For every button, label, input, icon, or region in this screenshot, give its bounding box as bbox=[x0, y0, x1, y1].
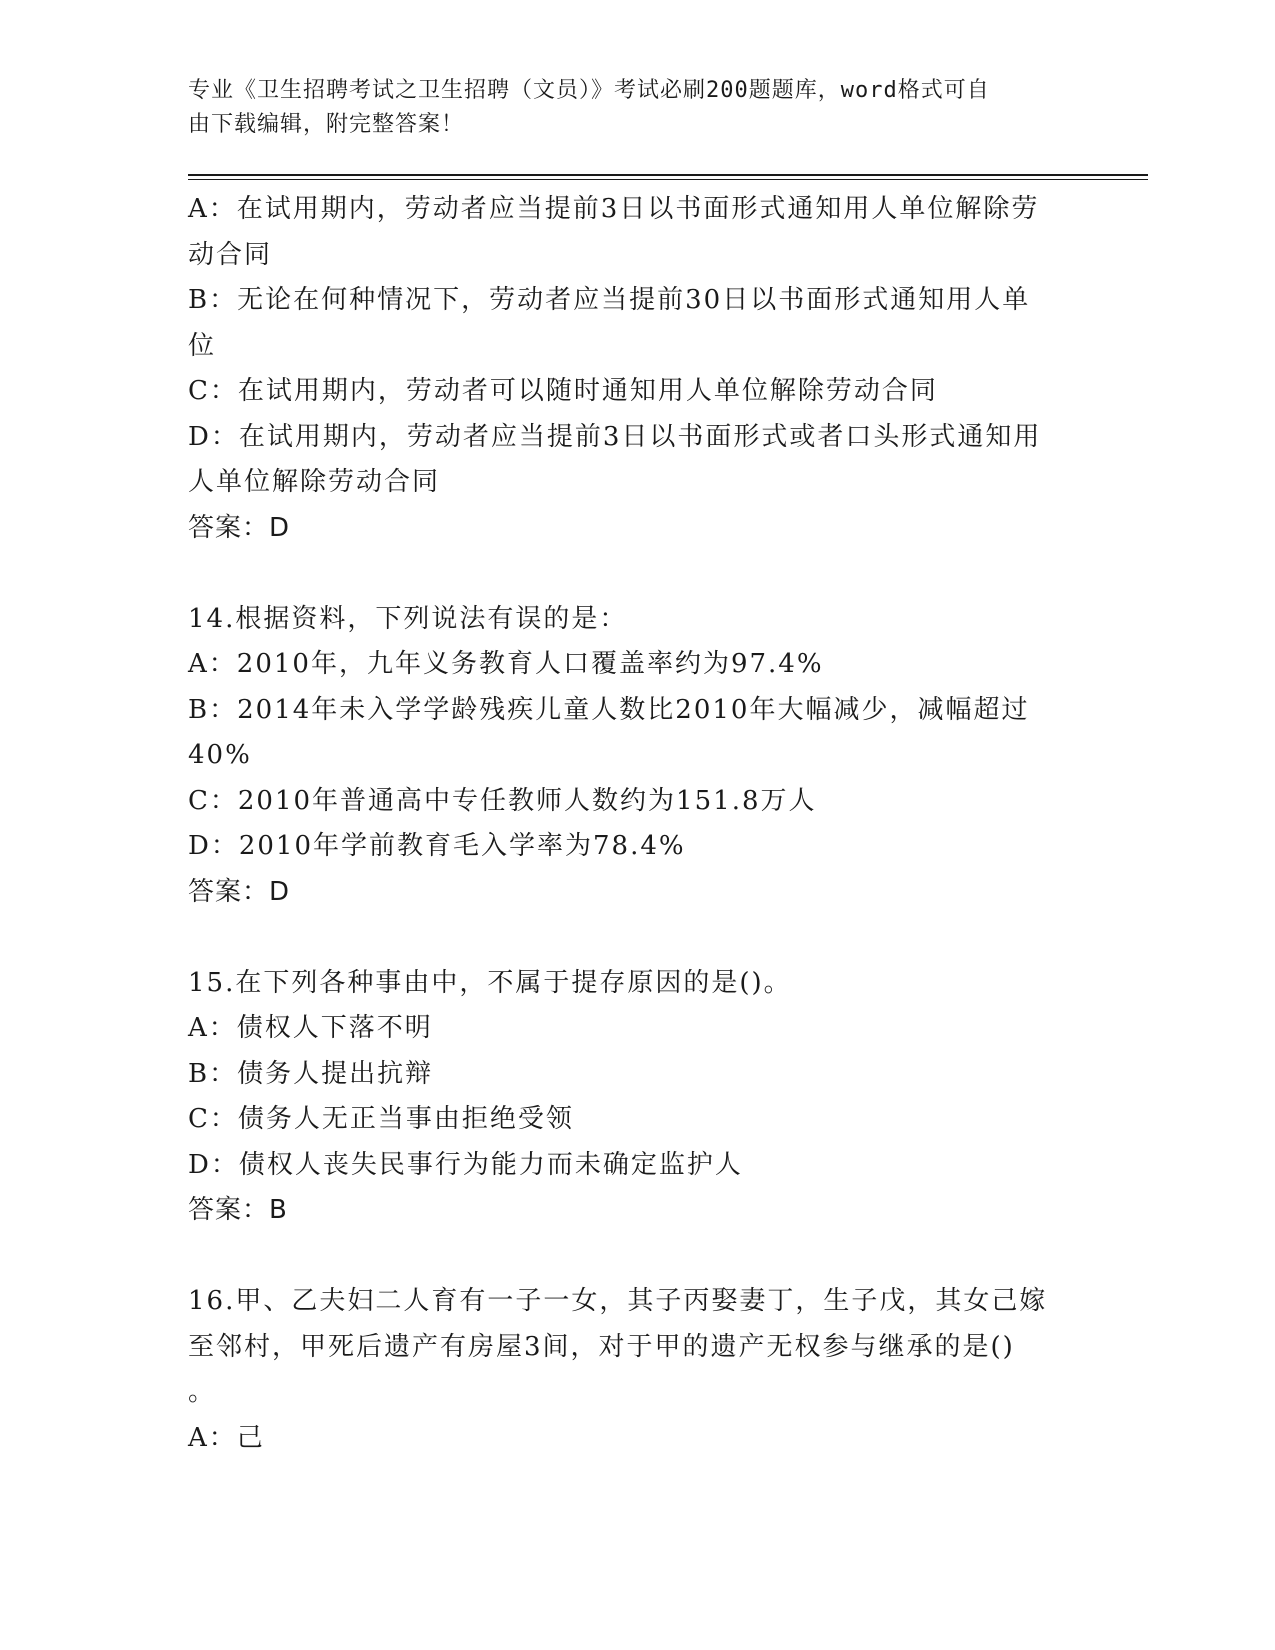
question-16 bbox=[188, 1279, 1068, 1461]
option-a: A：己 bbox=[188, 1422, 265, 1453]
option-d: D：2010年学前教育毛入学率为78.4% bbox=[188, 831, 686, 861]
spacer bbox=[188, 551, 1068, 597]
spacer bbox=[188, 1234, 1068, 1280]
header-rule-thin bbox=[188, 179, 1148, 180]
header-line-2: 由下载编辑，附完整答案！ bbox=[188, 112, 465, 137]
answer: 答案：D bbox=[188, 876, 291, 907]
option-a-line-2: 动合同 bbox=[188, 239, 273, 270]
option-b-line-2: 40% bbox=[188, 740, 252, 770]
question-text: 14.根据资料，下列说法有误的是： bbox=[188, 603, 628, 634]
header-rule-thick bbox=[188, 174, 1148, 176]
spacer bbox=[188, 915, 1068, 961]
document-body bbox=[188, 187, 1068, 1461]
question-15 bbox=[188, 961, 1068, 1234]
question-13-options bbox=[188, 187, 1068, 551]
option-a-line-1: A：在试用期内，劳动者应当提前3日以书面形式通知用人单位解除劳 bbox=[188, 194, 1040, 224]
question-text-line-3: 。 bbox=[188, 1377, 217, 1407]
option-a: A：2010年，九年义务教育人口覆盖率约为97.4% bbox=[188, 649, 824, 679]
option-a: A：债权人下落不明 bbox=[188, 1013, 433, 1043]
question-14 bbox=[188, 597, 1068, 916]
question-text-line-1: 16.甲、乙夫妇二人育有一子一女，其子丙娶妻丁，生子戊，其女己嫁 bbox=[188, 1286, 1048, 1316]
option-b-line-1: B：无论在何种情况下，劳动者应当提前30日以书面形式通知用人单 bbox=[188, 285, 1031, 315]
option-b-line-1: B：2014年未入学学龄残疾儿童人数比2010年大幅减少，减幅超过 bbox=[188, 694, 1030, 725]
document-header bbox=[188, 74, 1068, 142]
option-d: D：债权人丧失民事行为能力而未确定监护人 bbox=[188, 1149, 743, 1180]
option-c: C：债务人无正当事由拒绝受领 bbox=[188, 1104, 574, 1134]
question-text: 15.在下列各种事由中，不属于提存原因的是()。 bbox=[188, 967, 792, 998]
option-c: C：在试用期内，劳动者可以随时通知用人单位解除劳动合同 bbox=[188, 376, 938, 406]
option-d-line-1: D：在试用期内，劳动者应当提前3日以书面形式或者口头形式通知用 bbox=[188, 421, 1042, 452]
option-b: B：债务人提出抗辩 bbox=[188, 1058, 434, 1089]
answer: 答案：B bbox=[188, 1195, 288, 1225]
header-line-1: 专业《卫生招聘考试之卫生招聘（文员）》考试必刷200题题库，word格式可自 bbox=[188, 78, 990, 103]
option-d-line-2: 人单位解除劳动合同 bbox=[188, 467, 441, 497]
question-text-line-2: 至邻村，甲死后遗产有房屋3间，对于甲的遗产无权参与继承的是() bbox=[188, 1331, 1015, 1362]
answer: 答案：D bbox=[188, 512, 291, 543]
option-b-line-2: 位 bbox=[188, 330, 217, 361]
option-c: C：2010年普通高中专任教师人数约为151.8万人 bbox=[188, 785, 817, 816]
